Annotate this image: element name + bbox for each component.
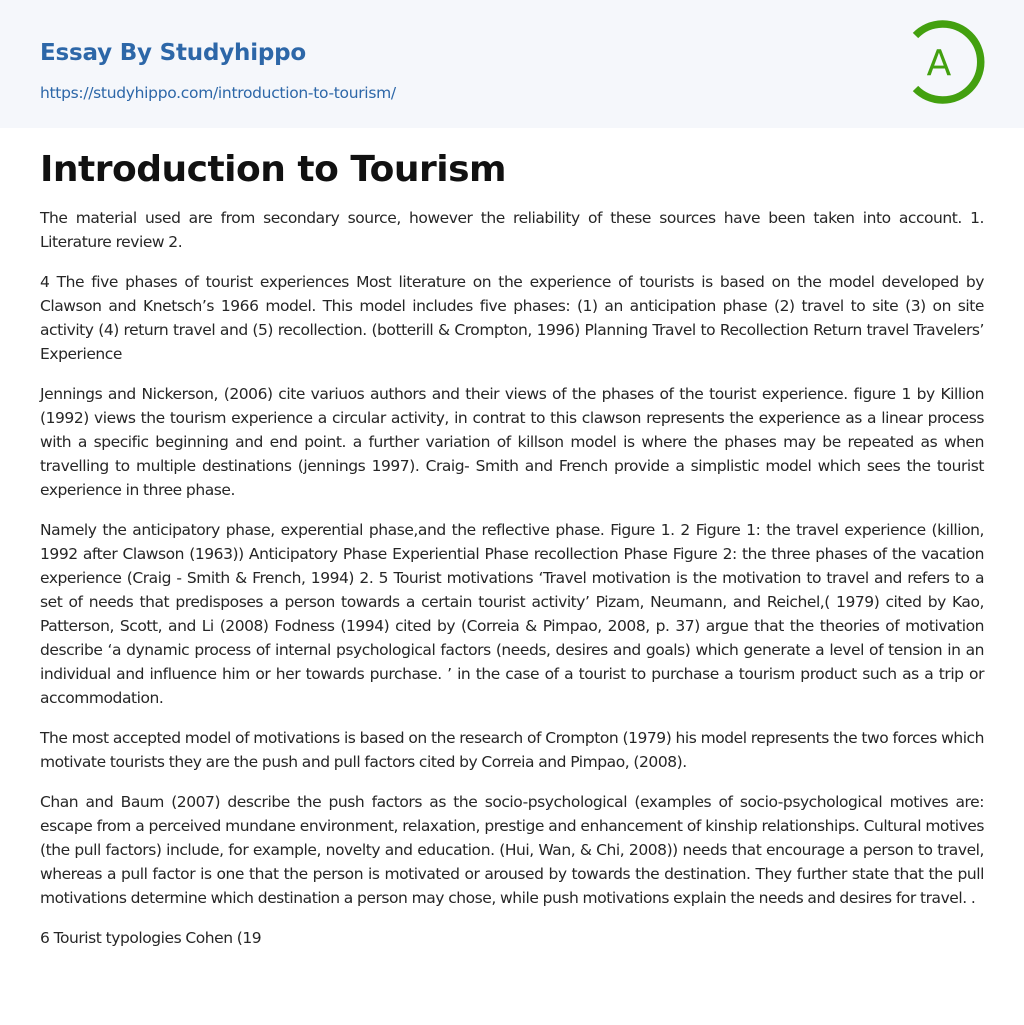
article-paragraph: The most accepted model of motivations is based on the research of Crompton (1979) his model represents the two forces which motivate tourists they are the push and pull factors cited by Correia and Pimpao, (2008). xyxy=(40,729,984,771)
article-paragraph: Namely the anticipatory phase, experential phase,and the reflective phase. Figure 1. 2 Figure 1: the travel experience (killion, 1992 after Clawson (1963)) Anticipatory Phase Experiential Phase recollection Phase Figure 2: the three phases of the vacation experience (Craig - Smith & French, 1994) 2. 5 Tourist motivations ‘Travel motivation is the motivation to travel and refers to a set of needs that predisposes a person towards a certain tourist activity’ Pizam, Neumann, and Reichel,( 1979) cited by Kao, Patterson, Scott, and Li (2008) Fodness (1994) cited by (Correia & Pimpao, 2008, p. 37) argue that the theories of motivation describe ‘a dynamic process of internal psychological factors (needs, desires and goals) which generate a level of tension in an individual and influence him or her towards purchase. ’ in the case of a tourist to purchase a tourism product such as a trip or accommodation. xyxy=(40,521,984,707)
logo-letter: A xyxy=(926,43,952,84)
article-paragraph: Chan and Baum (2007) describe the push factors as the socio-psychological (examples of socio-psychological motives are: escape from a perceived mundane environment, relaxation, prestige and enhancement of kinship relationships. Cultural motives (the pull factors) include, for example, novelty and education. (Hui, Wan, & Chi, 2008)) needs that encourage a person to travel, whereas a pull factor is one that the person is motivated or aroused by towards the destination. They further state that the pull motivations determine which destination a person may chose, while push motivations explain the needs and desires for travel. . xyxy=(40,793,984,907)
page-title: Introduction to Tourism xyxy=(40,149,507,190)
source-url-link[interactable]: https://studyhippo.com/introduction-to-tourism/ xyxy=(40,84,396,102)
article-paragraph: Jennings and Nickerson, (2006) cite variuos authors and their views of the phases of the tourist experience. figure 1 by Killion (1992) views the tourism experience a circular activity, in contrat to this clawson represents the experience as a linear process with a specific beginning and end point. a further variation of killson model is where the phases may be repeated as when travelling to multiple destinations (jennings 1997). Craig- Smith and French provide a simplistic model which sees the tourist experience in three phase. xyxy=(40,385,984,499)
article-paragraph: The material used are from secondary source, however the reliability of these sources have been taken into account. 1. Literature review 2. xyxy=(40,209,984,251)
studyhippo-a-logo-icon[interactable] xyxy=(906,19,988,105)
article-paragraph: 4 The five phases of tourist experiences Most literature on the experience of tourists is based on the model developed by Clawson and Knetsch’s 1966 model. This model includes five phases: (1) an anticipation phase (2) travel to site (3) on site activity (4) return travel and (5) recollection. (botterill & Crompton, 1996) Planning Travel to Recollection Return travel Travelers’ Experience xyxy=(40,273,984,363)
article xyxy=(0,146,1024,950)
article-paragraph-truncated: 6 Tourist typologies Cohen (19 xyxy=(40,929,262,947)
brand-title: Essay By Studyhippo xyxy=(40,40,307,66)
site-header xyxy=(0,0,1024,128)
